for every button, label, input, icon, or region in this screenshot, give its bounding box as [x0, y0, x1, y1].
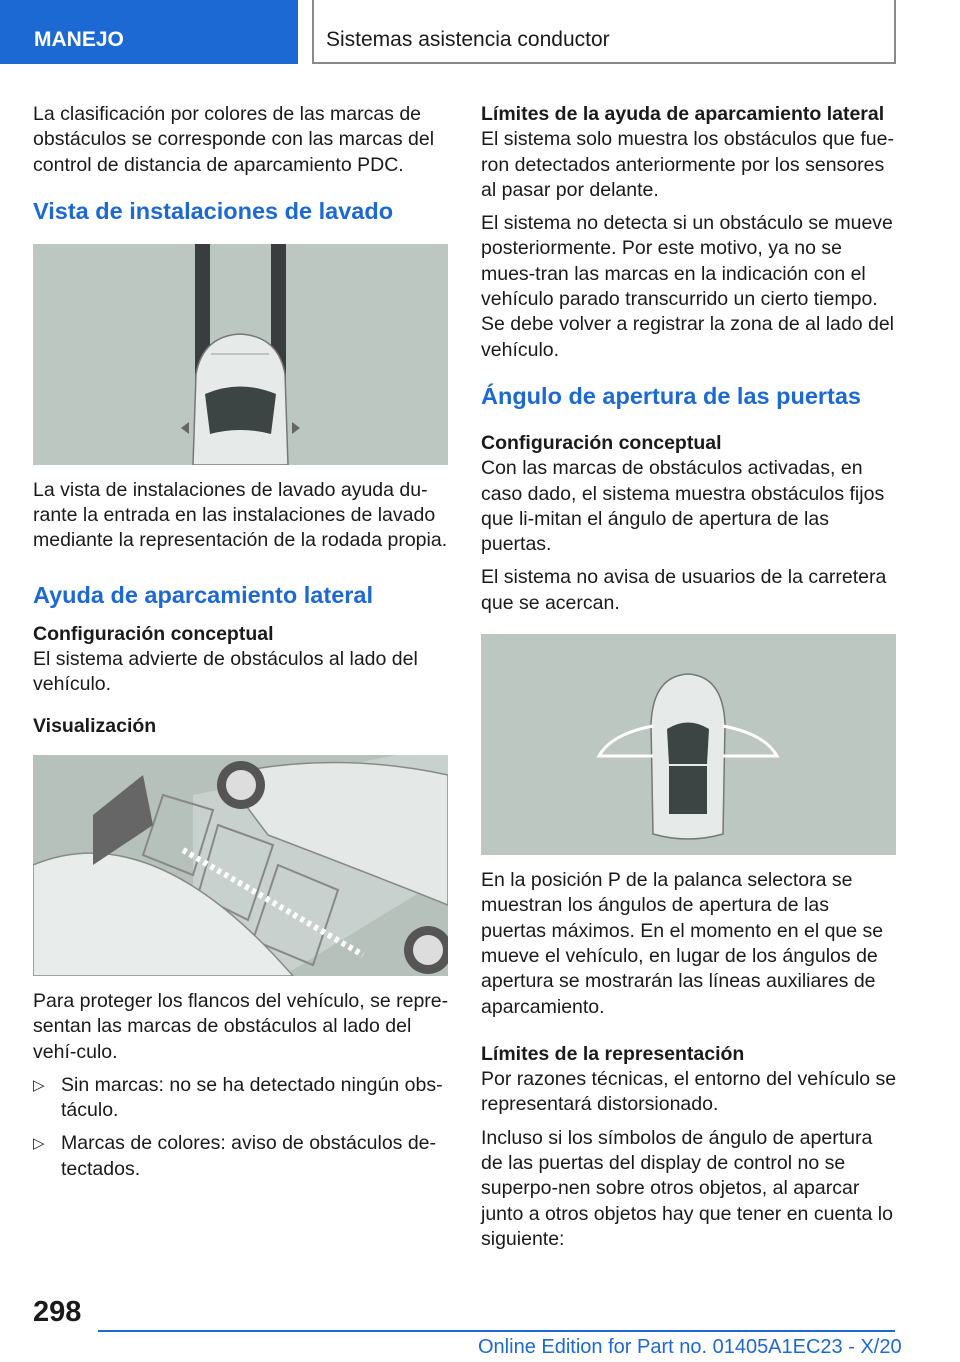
display-paragraph: Para proteger los flancos del vehículo, se repre-sentan las marcas de obstáculos al lado del vehí-culo. [33, 989, 449, 1063]
chapter-title: Sistemas asistencia conductor [312, 0, 896, 64]
representation-paragraph-1: Por razones técnicas, el entorno del vehículo se representará distorsionado. [481, 1068, 897, 1116]
concept-heading-right: Configuración conceptual [481, 431, 722, 454]
side-parking-illustration [33, 755, 448, 976]
intro-paragraph: La clasificación por colores de las marcas de obstáculos se corresponde con las marcas del control de distancia de aparcamiento PDC. [33, 103, 435, 176]
list-item [33, 1073, 449, 1124]
triangle-right-icon: ▷ [33, 1076, 45, 1094]
marks-list [33, 1073, 449, 1182]
limits-heading: Límites de la ayuda de aparcamiento lateral [481, 103, 885, 125]
concept-paragraph-left: El sistema advierte de obstáculos al lado del vehículo. [33, 648, 418, 696]
concept-paragraph-right-1: Con las marcas de obstáculos activadas, en caso dado, el sistema muestra obstáculos fijos que li-mitan el ángulo de apertura de las puertas. [481, 457, 885, 556]
concept-paragraph-right-2: El sistema no avisa de usuarios de la carretera que se acercan. [481, 566, 887, 614]
door-angle-illustration [481, 634, 896, 855]
limits-paragraph-1: El sistema solo muestra los obstáculos que fue-ron detectados anteriormente por los sensores al pasar por delante. [481, 128, 894, 201]
carwash-car-illustration [33, 244, 448, 465]
door-angle-figure [481, 634, 896, 855]
edition-link[interactable]: Online Edition for Part no. 01405A1EC23 - X/20 [478, 1336, 902, 1358]
display-heading: Visualización [33, 714, 157, 737]
list-item-text: Sin marcas: no se ha detectado ningún obs-táculo. [61, 1073, 443, 1122]
side-parking-heading: Ayuda de aparcamiento lateral [33, 581, 374, 608]
position-paragraph: En la posición P de la palanca selectora se muestran los ángulos de apertura de las puertas máximos. En el momento en el que se mueve el vehículo, en lugar de los ángulos de apertura se mostrarán las líneas auxiliares de aparcamiento. [481, 869, 884, 1018]
page-number: 298 [33, 1296, 82, 1328]
left-column [33, 102, 449, 1190]
carwash-heading: Vista de instalaciones de lavado [33, 197, 394, 224]
triangle-right-icon: ▷ [33, 1135, 45, 1153]
carwash-paragraph: La vista de instalaciones de lavado ayuda du-rante la entrada en las instalaciones de lavado mediante la representación de la rodada propia. [33, 478, 448, 552]
carwash-view-figure [33, 244, 448, 465]
concept-heading-left: Configuración conceptual [33, 622, 274, 645]
list-item [33, 1131, 449, 1182]
representation-paragraph-2: Incluso si los símbolos de ángulo de apertura de las puertas del display de control no se superpo-nen sobre otros objetos, al aparcar junto a otros objetos hay que tener en cuenta lo siguiente: [481, 1126, 893, 1250]
list-item-text: Marcas de colores: aviso de obstáculos de-tectados. [61, 1132, 437, 1180]
side-parking-figure [33, 755, 448, 976]
section-tab: MANEJO [0, 0, 298, 64]
door-angle-heading: Ángulo de apertura de las puertas [481, 382, 862, 409]
representation-heading: Límites de la representación [481, 1042, 745, 1065]
right-column [481, 102, 897, 1260]
footer-divider [98, 1330, 895, 1332]
limits-paragraph-2: El sistema no detecta si un obstáculo se mueve posteriormente. Por este motivo, ya no se mues-tran las marcas en la indicación con el vehículo parado transcurrido un cierto tiempo. Se debe volver a registrar la zona de al lado del vehículo. [481, 212, 895, 361]
